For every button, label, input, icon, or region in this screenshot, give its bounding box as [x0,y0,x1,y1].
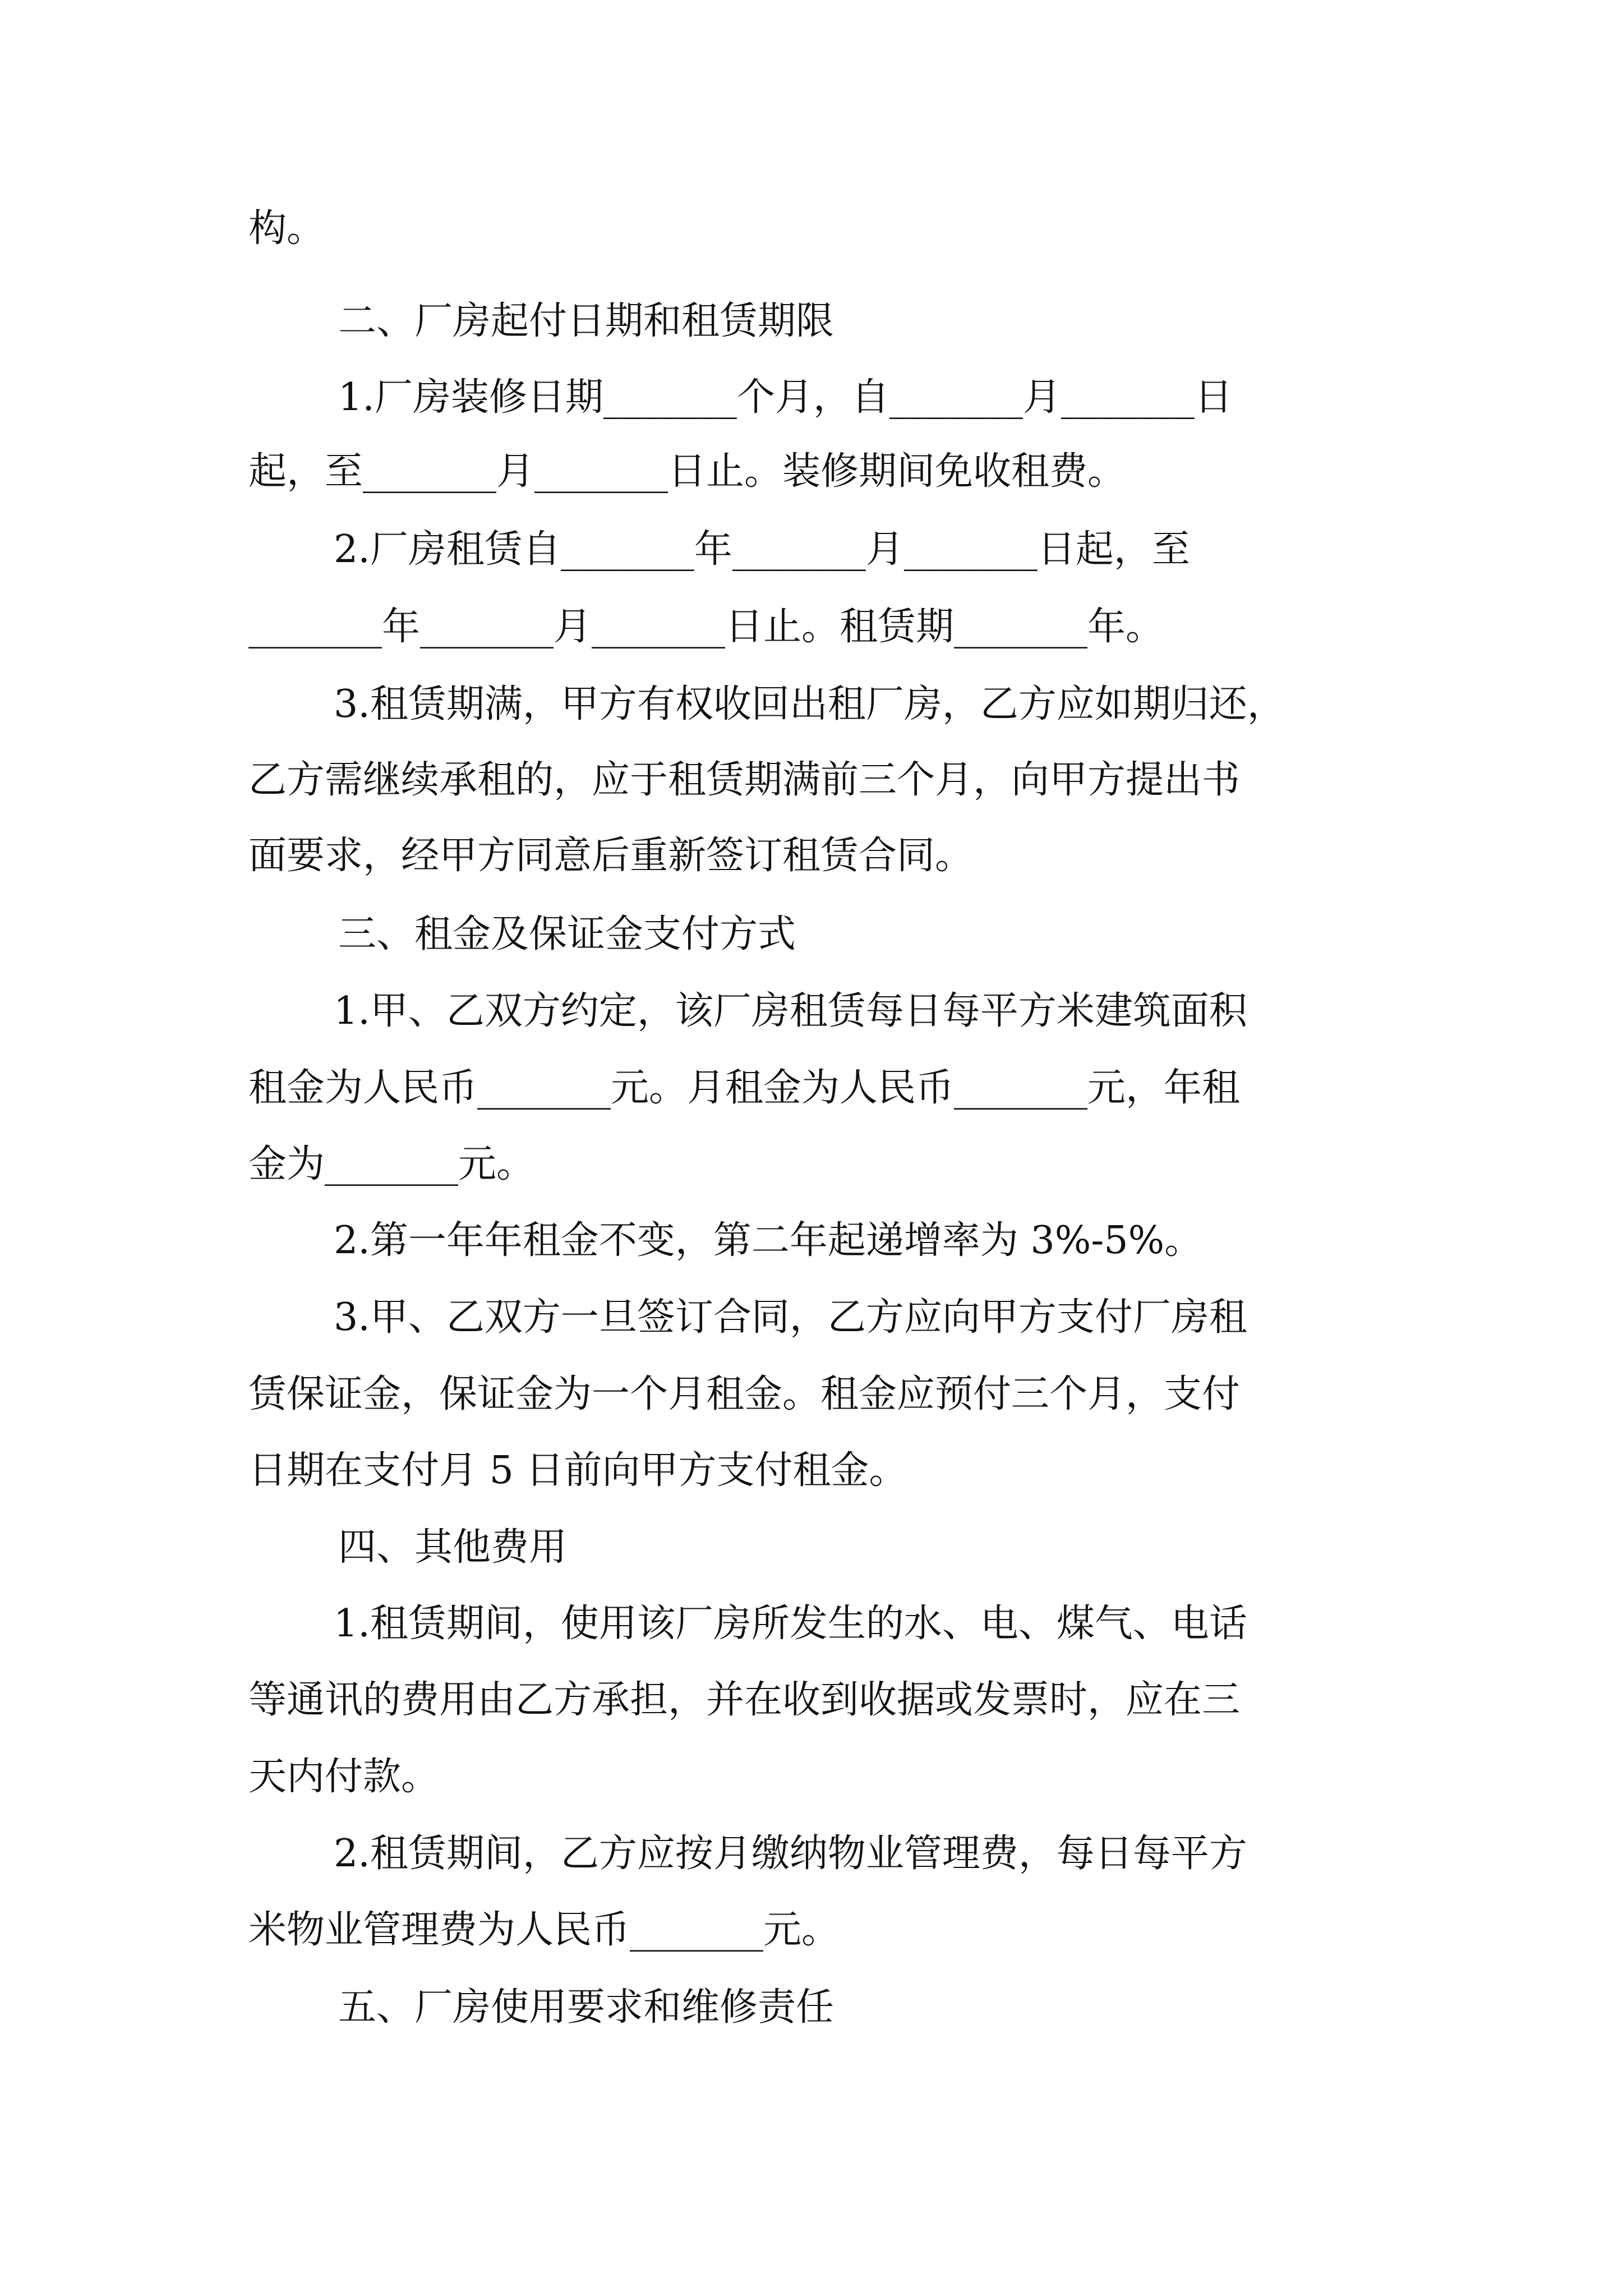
text-line: 租金为人民币_______元。月租金为人民币_______元，年租 [248,1066,1241,1110]
text-line: 1.厂房装修日期_______个月，自_______月_______日 [338,375,1233,420]
text-line: _______年_______月_______日止。租赁期_______年。 [248,605,1164,649]
text-line: 金为_______元。 [248,1142,535,1186]
section-heading: 五、厂房使用要求和维修责任 [338,1985,834,2030]
text-line: 2.厂房租赁自_______年_______月_______日起，至 [334,527,1190,572]
section-heading: 四、其他费用 [338,1525,568,1570]
text-line: 2.第一年年租金不变，第二年起递增率为 3%-5%。 [334,1218,1203,1263]
text-line: 等通讯的费用由乙方承担，并在收到收据或发票时，应在三 [248,1678,1241,1722]
text-line: 天内付款。 [248,1755,440,1799]
section-heading: 二、厂房起付日期和租赁期限 [338,299,834,343]
text-line: 2.租赁期间，乙方应按月缴纳物业管理费，每日每平方 [334,1832,1247,1876]
text-line: 面要求，经甲方同意后重新签订租赁合同。 [248,834,974,878]
text-line: 日期在支付月 5 日前向甲方支付租金。 [248,1448,907,1493]
text-line: 1.租赁期间，使用该厂房所发生的水、电、煤气、电话 [334,1602,1247,1646]
text-line: 构。 [248,206,325,251]
text-line: 赁保证金，保证金为一个月租金。租金应预付三个月，支付 [248,1372,1241,1416]
text-line: 3.租赁期满，甲方有权收回出租厂房，乙方应如期归还， [334,682,1285,726]
text-line: 米物业管理费为人民币_______元。 [248,1908,840,1952]
text-line: 1.甲、乙双方约定，该厂房租赁每日每平方米建筑面积 [334,989,1247,1033]
section-heading: 三、租金及保证金支付方式 [338,912,796,956]
text-line: 起，至_______月_______日止。装修期间免收租费。 [248,449,1126,494]
text-line: 3.甲、乙双方一旦签订合同，乙方应向甲方支付厂房租 [334,1295,1247,1340]
text-line: 乙方需继续承租的，应于租赁期满前三个月，向甲方提出书 [248,758,1241,802]
